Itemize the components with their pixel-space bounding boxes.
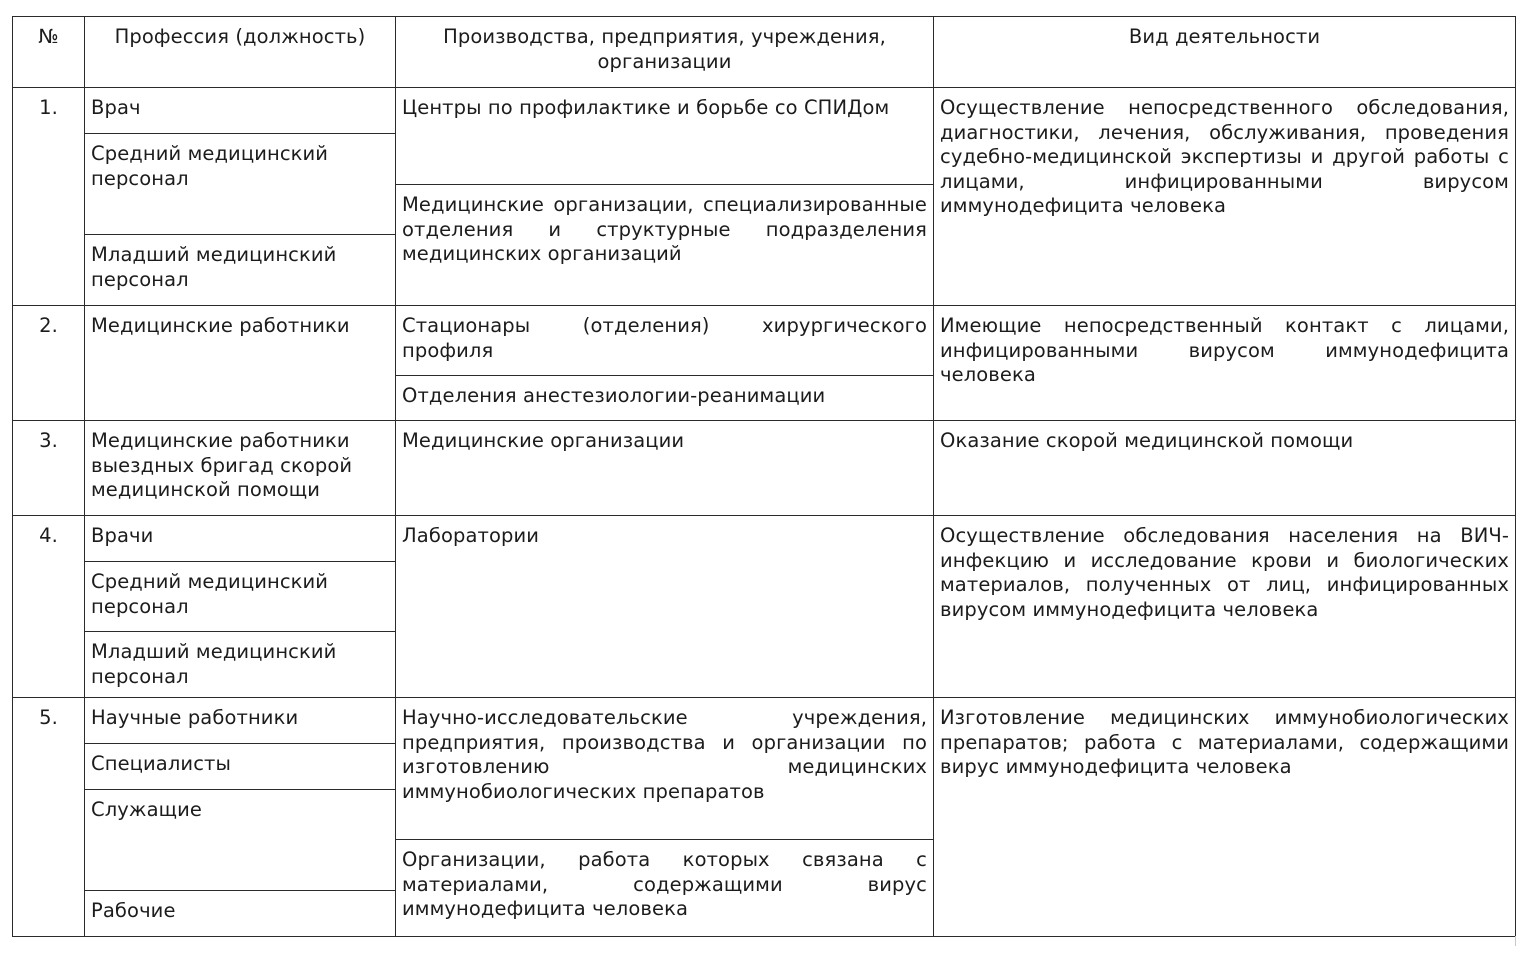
- organization-cell: Лаборатории: [396, 516, 934, 698]
- profession-cell: Медицинские работники выездных бригад скорой медицинской помощи: [85, 421, 396, 516]
- profession-cell: Научные работники: [85, 698, 396, 744]
- profession-cell: Рабочие: [85, 891, 396, 937]
- profession-cell: Врач: [85, 88, 396, 134]
- activity-cell: Имеющие непосредственный контакт с лицами, инфицированными вирусом иммунодефицита человека: [934, 306, 1516, 421]
- row-number: 1.: [13, 88, 85, 306]
- table-row: [13, 421, 1516, 516]
- row-number: 5.: [13, 698, 85, 937]
- header-organizations: Производства, предприятия, учреждения, организации: [396, 17, 934, 88]
- page-corner-mark: [1515, 936, 1516, 946]
- activity-cell: Оказание скорой медицинской помощи: [934, 421, 1516, 516]
- profession-cell: Врачи: [85, 516, 396, 562]
- header-activity: Вид деятельности: [934, 17, 1516, 88]
- organization-cell: Медицинские организации: [396, 421, 934, 516]
- profession-cell: Средний медицинский персонал: [85, 134, 396, 235]
- organization-cell: Организации, работа которых связана с материалами, содержащими вирус иммунодефицита человека: [396, 840, 934, 937]
- activity-cell: Осуществление непосредственного обследования, диагностики, лечения, обслуживания, проведения судебно-медицинской экспертизы и другой работы с лицами, инфицированными вирусом иммунодефицита человека: [934, 88, 1516, 306]
- header-num: №: [13, 17, 85, 88]
- profession-cell: Специалисты: [85, 744, 396, 790]
- profession-cell: Служащие: [85, 790, 396, 891]
- table-row: [13, 516, 1516, 562]
- activity-cell: Изготовление медицинских иммунобиологических препаратов; работа с материалами, содержащими вирус иммунодефицита человека: [934, 698, 1516, 937]
- table-row: [13, 88, 1516, 134]
- row-number: 2.: [13, 306, 85, 421]
- organization-cell: Стационары (отделения) хирургического профиля: [396, 306, 934, 376]
- organization-cell: Центры по профилактике и борьбе со СПИДом: [396, 88, 934, 185]
- profession-cell: Младший медицинский персонал: [85, 235, 396, 306]
- header-row: [13, 17, 1516, 88]
- table-row: [13, 698, 1516, 744]
- row-number: 4.: [13, 516, 85, 698]
- profession-cell: Медицинские работники: [85, 306, 396, 421]
- organization-cell: Медицинские организации, специализированные отделения и структурные подразделения медицинских организаций: [396, 185, 934, 306]
- organization-cell: Отделения анестезиологии-реанимации: [396, 376, 934, 421]
- profession-cell: Средний медицинский персонал: [85, 562, 396, 632]
- organization-cell: Научно-исследовательские учреждения, предприятия, производства и организации по изготовлению медицинских иммунобиологических препаратов: [396, 698, 934, 840]
- table-row: [13, 306, 1516, 376]
- professions-table: [12, 16, 1516, 937]
- profession-cell: Младший медицинский персонал: [85, 632, 396, 698]
- row-number: 3.: [13, 421, 85, 516]
- activity-cell: Осуществление обследования населения на ВИЧ-инфекцию и исследование крови и биологических материалов, полученных от лиц, инфицированных вирусом иммунодефицита человека: [934, 516, 1516, 698]
- header-profession: Профессия (должность): [85, 17, 396, 88]
